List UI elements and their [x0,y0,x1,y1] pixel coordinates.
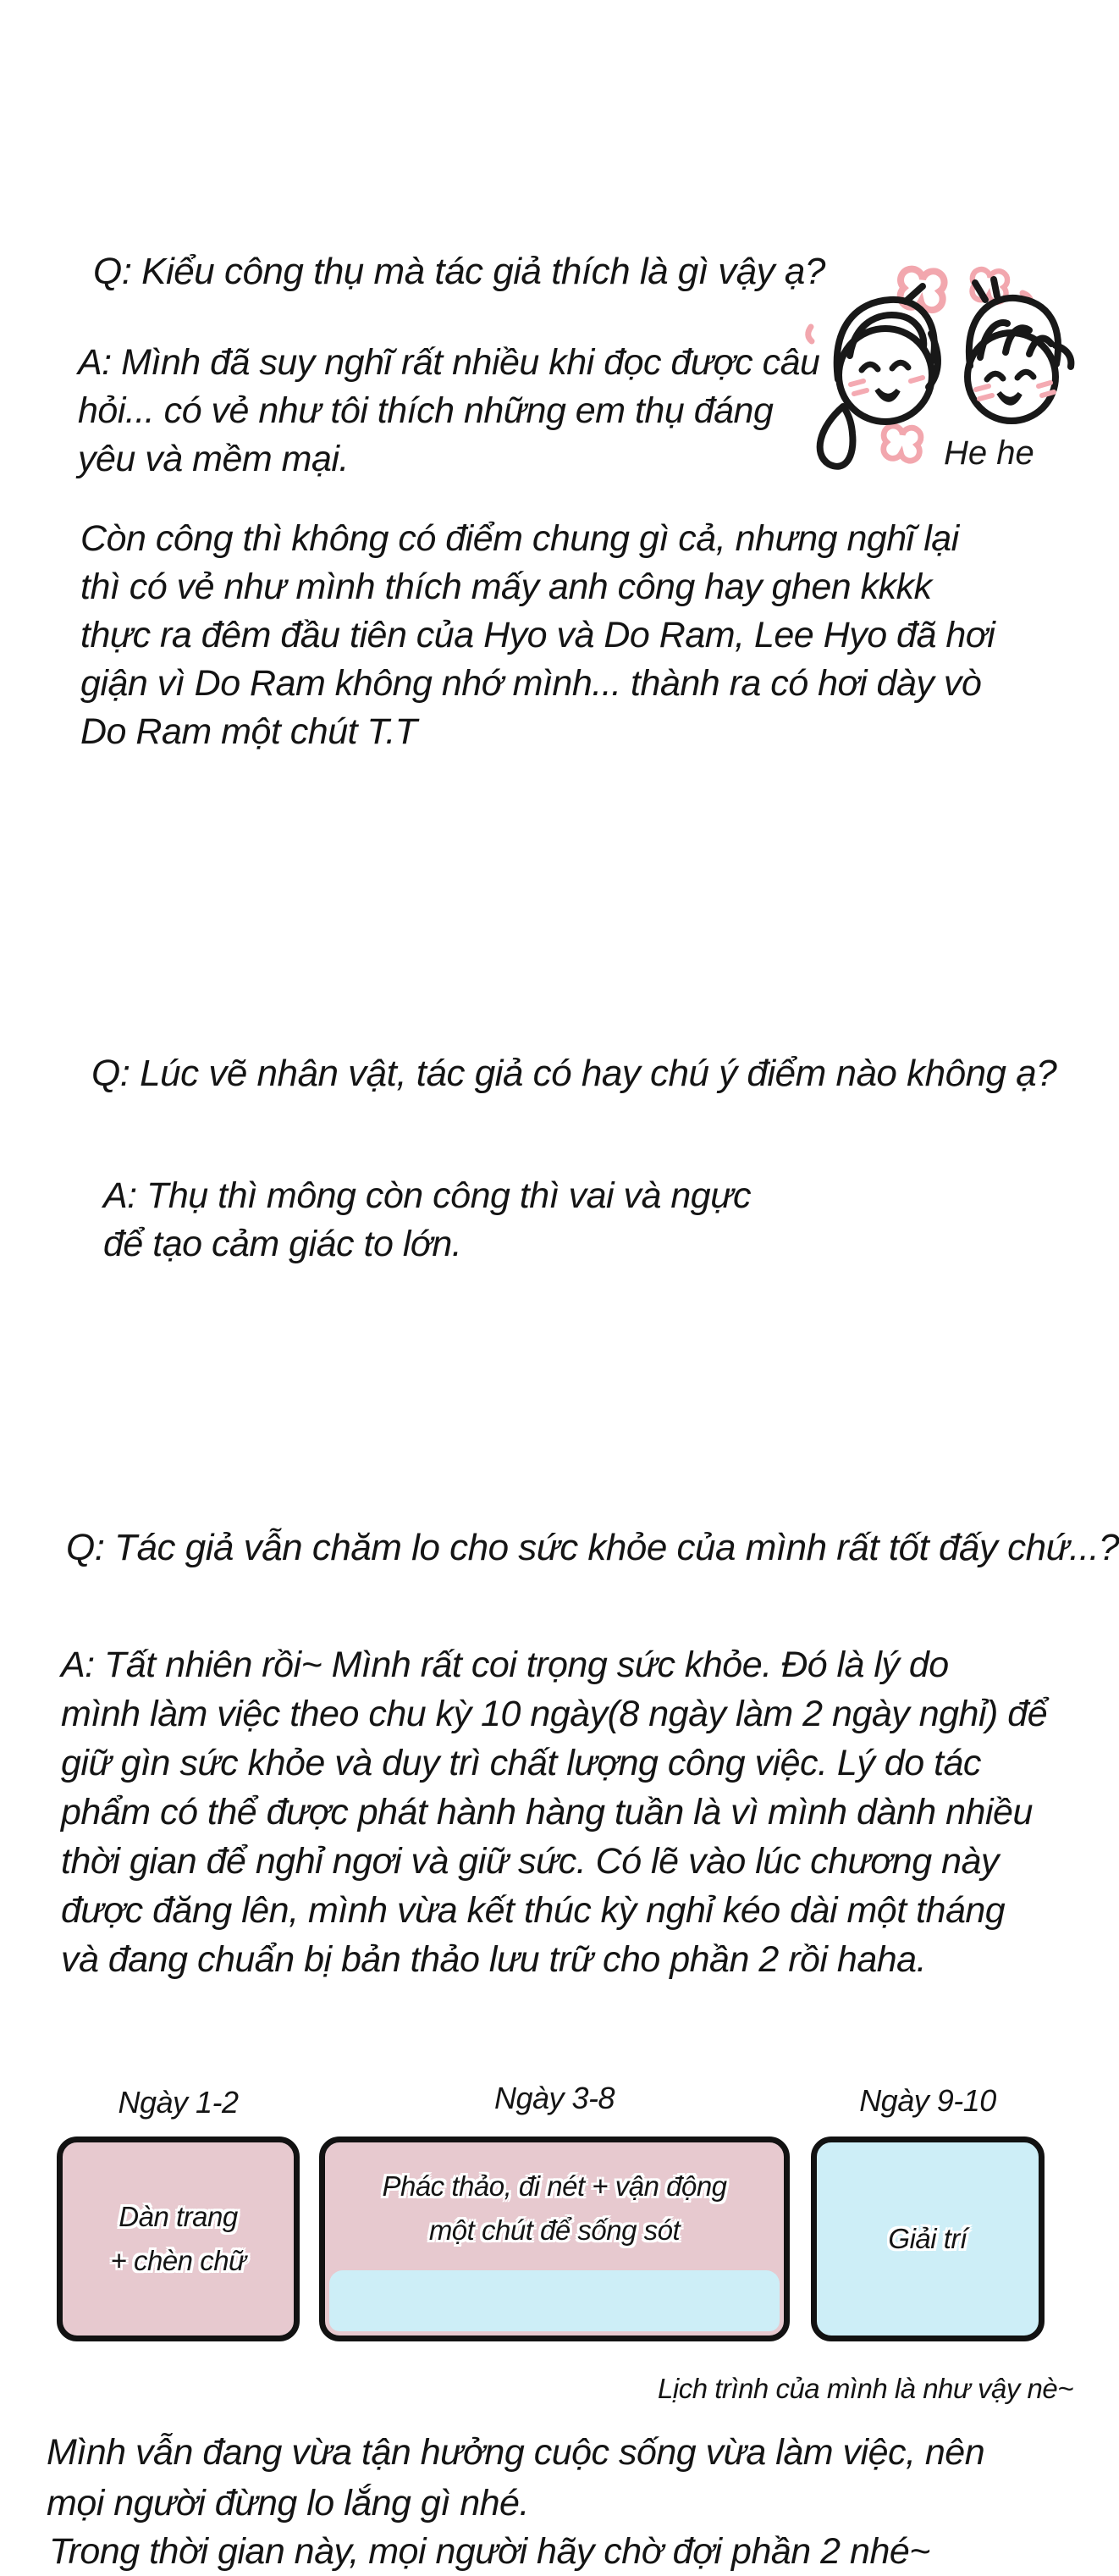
schedule-box-leisure [811,2137,1045,2341]
box-text-line: Giải trí [888,2223,967,2254]
hehe-text: He he [944,434,1034,472]
text-line: Còn công thì không có điểm chung gì cả, nhưng nghĩ lại [80,518,959,559]
text-line: và đang chuẩn bị bản thảo lưu trữ cho phần 2 rồi haha. [61,1939,927,1980]
text-line: Do Ram một chút T.T [80,711,417,752]
text-line: mình làm việc theo chu kỳ 10 ngày(8 ngày làm 2 ngày nghỉ) để [61,1694,1048,1734]
text-line: thời gian để nghỉ ngơi và giữ sức. Có lẽ vào lúc chương này [61,1841,999,1882]
schedule-box-rest-strip [329,2270,780,2331]
schedule-caption: Lịch trình của mình là như vậy nè~ [658,2373,1073,2404]
right-eye [987,373,1003,379]
text-line: thực ra đêm đầu tiên của Hyo và Do Ram, Lee Hyo đã hơi [80,615,995,655]
text-line: giữ gìn sức khỏe và duy trì chất lượng công việc. Lý do tác [61,1743,981,1783]
box-text-line: một chút để sống sót [428,2214,681,2246]
left-eye [862,364,878,370]
footer-note [47,2429,984,2530]
question-3: Q: Tác giả vẫn chăm lo cho sức khỏe của mình rất tốt đấy chứ...? [66,1527,1119,1568]
box-text-line: + chèn chữ [110,2245,246,2276]
text-line: được đăng lên, mình vừa kết thúc kỳ nghỉ kéo dài một tháng [61,1890,1006,1931]
footer-cutoff-line: Trong thời gian này, mọi người hãy chờ đợi phần 2 nhé~ [49,2531,930,2572]
text-line: A: Mình đã suy nghĩ rất nhiều khi đọc được câu [78,342,820,383]
schedule-box-sketch-lineart [319,2137,790,2341]
right-mouth [999,393,1020,403]
schedule-label-days-3-8: Ngày 3-8 [493,2081,615,2115]
text-line: yêu và mềm mại. [78,439,349,479]
text-line: để tạo cảm giác to lớn. [103,1224,462,1264]
text-line: A: Thụ thì mông còn công thì vai và ngực [103,1175,751,1216]
text-line: A: Tất nhiên rồi~ Mình rất coi trọng sức khỏe. Đó là lý do [61,1645,949,1685]
right-eye [1017,372,1034,378]
work-schedule-diagram [0,2079,1083,2350]
question-2: Q: Lúc vẽ nhân vật, tác giả có hay chú ý điểm nào không ạ? [91,1053,1057,1094]
text-line: hỏi... có vẻ như tôi thích những em thụ đáng [78,390,774,431]
right-hair-spike [994,279,997,296]
schedule-label-days-9-10: Ngày 9-10 [859,2083,996,2118]
schedule-box-layout-lettering [57,2137,300,2341]
answer-2 [103,1172,751,1269]
answer-1-paragraph-2 [80,515,995,756]
answer-1 [78,339,819,484]
chibi-doodle [804,246,1092,500]
left-eye [892,362,908,368]
schedule-label-days-1-2: Ngày 1-2 [118,2085,239,2120]
flower-icon [884,426,921,461]
answer-3 [61,1641,1047,1985]
left-blush [851,378,923,394]
box-text-line: Phác thảo, đi nét + vận động [382,2170,727,2202]
text-line: giận vì Do Ram không nhớ mình... thành ra có hơi dày vò [80,663,982,704]
box-text-line: Dàn trang [119,2201,238,2232]
text-line: phẩm có thể được phát hành hàng tuần là vì mình dành nhiều [61,1792,1033,1832]
left-ponytail [820,406,853,467]
text-line: Mình vẫn đang vừa tận hưởng cuộc sống vừa làm việc, nên [47,2432,985,2473]
text-line: mọi người đừng lo lắng gì nhé. [47,2483,529,2523]
question-1: Q: Kiểu công thụ mà tác giả thích là gì vậy ạ? [93,251,825,292]
left-mouth [877,390,898,400]
text-line: thì có vẻ như mình thích mấy anh công hay ghen kkkk [80,567,932,607]
